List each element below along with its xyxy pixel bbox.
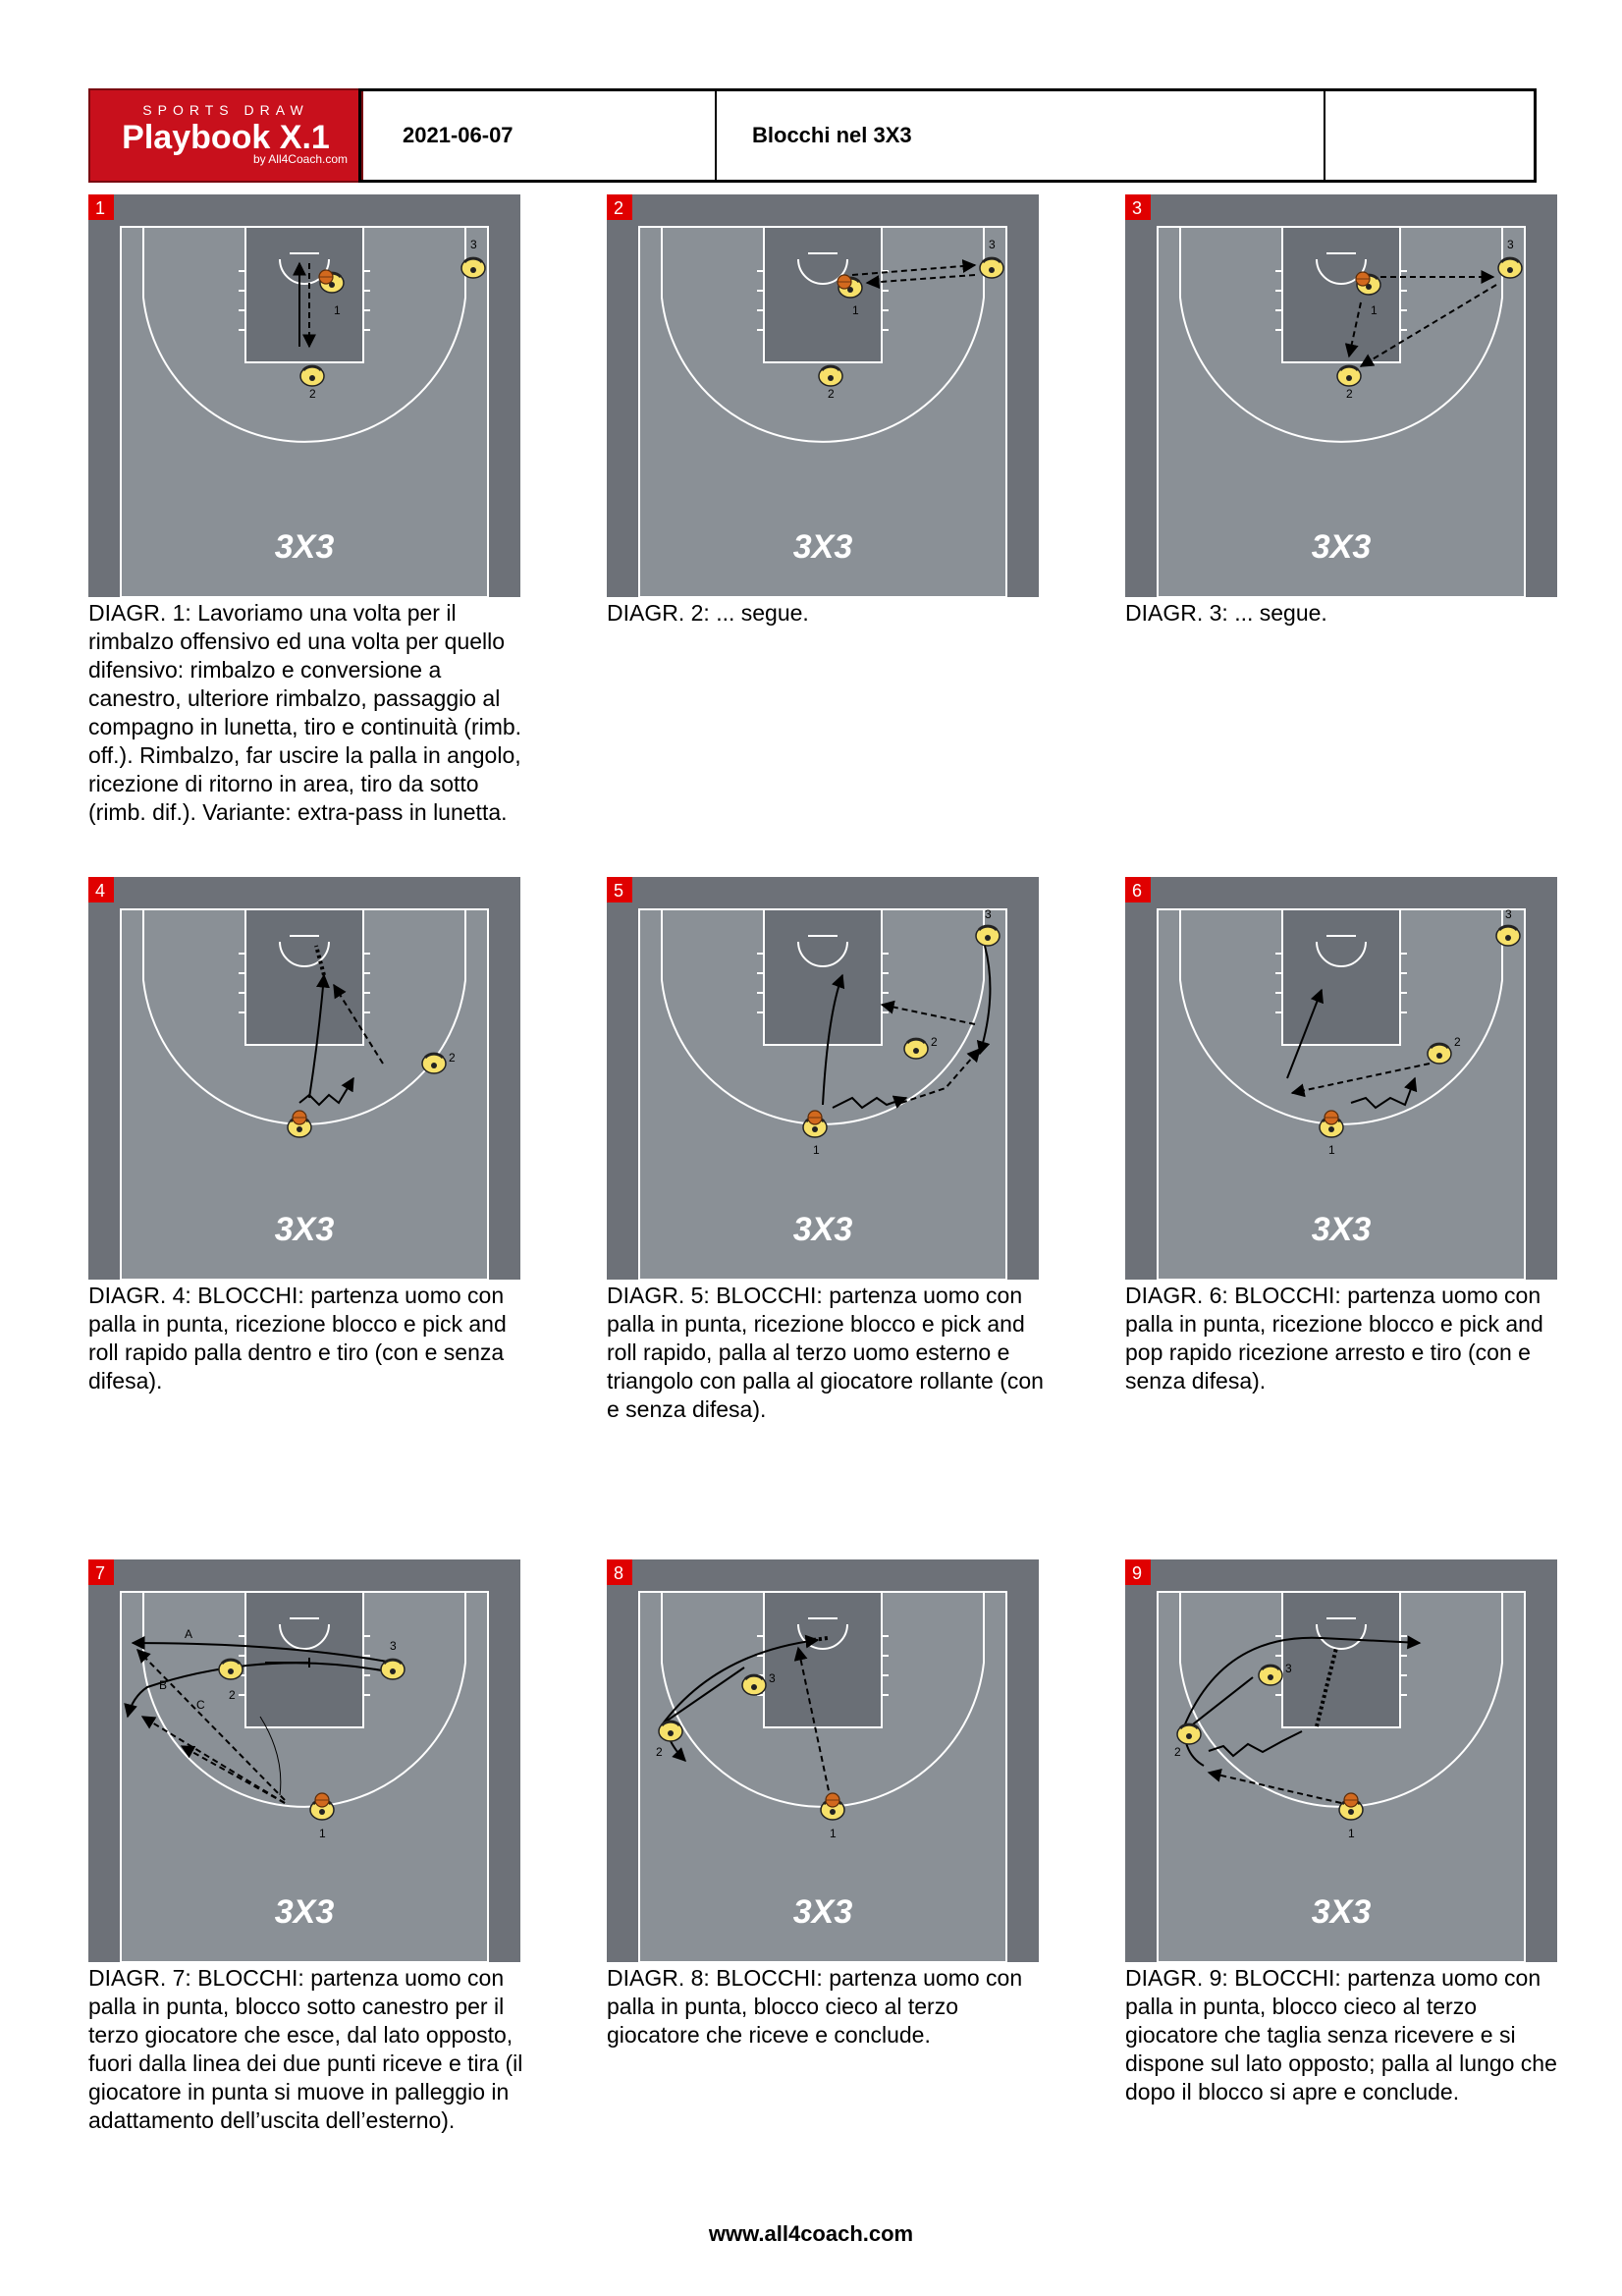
path-label-c: C (196, 1698, 205, 1712)
svg-text:2: 2 (931, 1035, 938, 1049)
svg-text:2: 2 (1454, 1035, 1461, 1049)
svg-text:3: 3 (989, 238, 996, 251)
svg-text:6: 6 (1132, 881, 1143, 901)
court-logo: 3X3 (274, 1211, 335, 1248)
diagram-caption-3: DIAGR. 3: ... segue. (1125, 600, 1327, 626)
svg-text:2: 2 (614, 198, 624, 218)
court-diagram-5 (607, 877, 1039, 1280)
svg-text:1: 1 (319, 1827, 326, 1840)
court-diagram-4 (88, 877, 520, 1280)
svg-text:8: 8 (614, 1563, 624, 1583)
svg-text:1: 1 (830, 1827, 837, 1840)
svg-text:2: 2 (229, 1688, 236, 1702)
diagram-caption-5: DIAGR. 5: BLOCCHI: partenza uomo con palla in punta, ricezione blocco e pick and roll rapido, palla al terzo uomo esterno e triangolo con palla al giocatore rollante (con e senza difesa). (607, 1283, 1044, 1422)
svg-text:2: 2 (828, 387, 835, 401)
court-diagram-3 (1125, 194, 1557, 597)
path-label-b: B (159, 1678, 168, 1692)
svg-text:2: 2 (656, 1745, 663, 1759)
court-diagram-9 (1125, 1559, 1557, 1962)
court-diagram-1 (88, 194, 520, 597)
svg-text:2: 2 (1346, 387, 1353, 401)
court-logo: 3X3 (1311, 1893, 1372, 1931)
svg-text:4: 4 (95, 881, 106, 901)
court-logo: 3X3 (792, 1211, 853, 1248)
svg-text:1: 1 (1348, 1827, 1355, 1840)
svg-text:1: 1 (1328, 1143, 1335, 1157)
svg-text:1: 1 (852, 303, 859, 317)
diagram-caption-2: DIAGR. 2: ... segue. (607, 600, 809, 626)
svg-text:1: 1 (95, 198, 106, 218)
svg-text:2: 2 (309, 387, 316, 401)
svg-text:3: 3 (470, 238, 477, 251)
court-diagram-2 (607, 194, 1039, 597)
svg-text:2: 2 (449, 1051, 456, 1065)
svg-text:9: 9 (1132, 1563, 1143, 1583)
footer-url[interactable]: www.all4coach.com (708, 2221, 914, 2246)
logo-line1: SPORTS DRAW (142, 102, 309, 118)
diagram-caption-4: DIAGR. 4: BLOCCHI: partenza uomo con palla in punta, ricezione blocco e pick and roll rapido palla dentro e tiro (con e senza difesa). (88, 1283, 507, 1394)
diagram-caption-6: DIAGR. 6: BLOCCHI: partenza uomo con palla in punta, ricezione blocco e pick and pop rapido ricezione arresto e tiro (con e senza difesa). (1125, 1283, 1543, 1394)
logo-line2: Playbook X.1 (122, 119, 330, 156)
svg-text:2: 2 (1174, 1745, 1181, 1759)
svg-text:1: 1 (813, 1143, 820, 1157)
court-logo: 3X3 (792, 1893, 853, 1931)
svg-text:3: 3 (1285, 1662, 1292, 1675)
court-logo: 3X3 (1311, 1211, 1372, 1248)
court-logo: 3X3 (1311, 528, 1372, 566)
court-diagram-6 (1125, 877, 1557, 1280)
svg-text:3: 3 (390, 1639, 397, 1653)
header-date: 2021-06-07 (403, 123, 514, 147)
svg-text:3: 3 (1505, 907, 1512, 921)
svg-text:3: 3 (1507, 238, 1514, 251)
svg-text:3: 3 (985, 907, 992, 921)
svg-text:7: 7 (95, 1563, 106, 1583)
court-diagram-7 (88, 1559, 520, 1962)
diagram-caption-7: DIAGR. 7: BLOCCHI: partenza uomo con palla in punta, blocco sotto canestro per il terzo giocatore che esce, dal lato opposto, fuori dalla linea dei due punti riceve e tira (il giocatore in punta si muove in palleggio in adattamento dell’uscita dell’esterno). (88, 1965, 523, 2133)
header-info-box (358, 88, 1537, 183)
svg-text:1: 1 (334, 303, 341, 317)
diagram-caption-1: DIAGR. 1: Lavoriamo una volta per il rimbalzo offensivo ed una volta per quello difensivo: rimbalzo e conversione a canestro, ulteriore rimbalzo, passaggio al compagno in lunetta, tiro e continuità (rimb. off.). Rimbalzo, far uscire la palla in angolo, ricezione di ritorno in area, tiro da sotto (rimb. dif.). Variante: extra-pass in lunetta. (88, 600, 522, 825)
svg-text:3: 3 (769, 1671, 776, 1685)
court-logo: 3X3 (274, 1893, 335, 1931)
diagram-caption-8: DIAGR. 8: BLOCCHI: partenza uomo con palla in punta, blocco cieco al terzo giocatore che riceve e conclude. (607, 1965, 1023, 2048)
court-logo: 3X3 (792, 528, 853, 566)
svg-text:1: 1 (1371, 303, 1378, 317)
page-header (88, 88, 1537, 183)
path-label-a: A (185, 1627, 193, 1641)
court-logo: 3X3 (274, 528, 335, 566)
court-diagram-8 (607, 1559, 1039, 1962)
header-title: Blocchi nel 3X3 (715, 91, 1324, 180)
svg-text:3: 3 (1132, 198, 1143, 218)
header-empty-cell (1324, 91, 1534, 180)
svg-text:5: 5 (614, 881, 624, 901)
diagram-caption-9: DIAGR. 9: BLOCCHI: partenza uomo con palla in punta, blocco cieco al terzo giocatore che taglia senza ricevere e si dispone sul lato opposto; palla al lungo che dopo il blocco si apre e conclude. (1125, 1965, 1557, 2105)
playbook-logo (88, 88, 363, 183)
logo-line3: by All4Coach.com (252, 152, 348, 166)
